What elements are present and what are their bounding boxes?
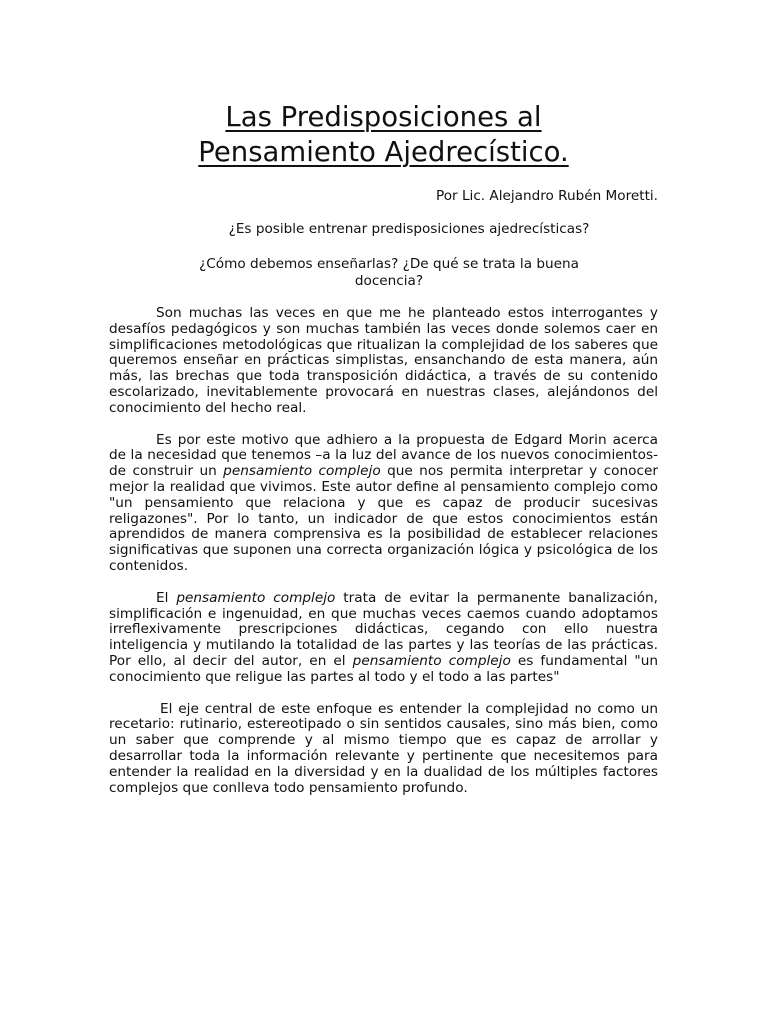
paragraph-3-text-b: trata de evitar la permanente banalización, simplificación e ingenuidad, en que muchas veces caemos cuando adoptamos irreflexivamente prescripciones didácticas, cegando con ello nuestra inteligencia y mutilando la totalidad de las partes y las teorías de las prácticas. Por ello, al decir del autor, en el <box>109 589 658 669</box>
question-1: ¿Es posible entrenar predisposiciones ajedrecísticas? <box>228 221 590 237</box>
paragraph-3-emphasis-1: pensamiento complejo <box>176 589 336 606</box>
paragraph-3-text-a: El <box>156 589 177 606</box>
title-line-2: Pensamiento Ajedrecístico. <box>198 136 569 168</box>
title-line-1: Las Predisposiciones al <box>225 101 542 133</box>
author-line: Por Lic. Alejandro Rubén Moretti. <box>436 188 658 204</box>
paragraph-3-emphasis-2: pensamiento complejo <box>352 652 511 669</box>
paragraph-4: El eje central de este enfoque es entender la complejidad no como un recetario: rutinario, estereotipado o sin sentidos causales, sino más bien, como un saber que comprende y al mismo tiempo que es capaz de arrollar y desarrollar toda la información relevante y pertinente que necesitemos para entender la realidad en la diversidad y en la dualidad de los múltiples factores complejos que conlleva todo pensamiento profundo. <box>109 700 658 796</box>
paragraph-2-text-a: Es por este motivo que adhiero a la propuesta de Edgard Morin acerca de la necesidad que tenemos –a la luz del avance de los nuevos conocimientos- de construir un <box>109 431 658 480</box>
paragraph-2-text-b: que nos permita interpretar y conocer mejor la realidad que vivimos. Este autor define al pensamiento complejo como "un pensamiento que relaciona y que es capaz de producir sucesivas religazones". Por lo tanto, un indicador de que estos conocimientos están aprendidos de manera comprensiva es la posibilidad de establecer relaciones significativas que suponen una correcta organización lógica y psicológica de los contenidos. <box>109 463 658 574</box>
document-title <box>109 100 658 170</box>
body-text <box>109 306 658 812</box>
paragraph-1: Son muchas las veces en que me he planteado estos interrogantes y desafíos pedagógicos y son muchas también las veces donde solemos caer en simplificaciones metodológicas que ritualizan la complejidad de los saberes que queremos enseñar en prácticas simplistas, ensanchando de esta manera, aún más, las brechas que toda transposición didáctica, a través de su contenido escolarizado, inevitablemente provocará en nuestras clases, alejándonos del conocimiento del hecho real. <box>109 305 658 416</box>
question-2: ¿Cómo debemos enseñarlas? ¿De qué se trata la buena docencia? <box>199 256 579 289</box>
paragraph-2-emphasis: pensamiento complejo <box>223 463 381 480</box>
paragraph-3-text-c: es fundamental "un conocimiento que religue las partes al todo y el todo a las partes" <box>109 652 658 685</box>
paragraph-3 <box>109 591 658 686</box>
paragraph-2 <box>109 433 658 575</box>
